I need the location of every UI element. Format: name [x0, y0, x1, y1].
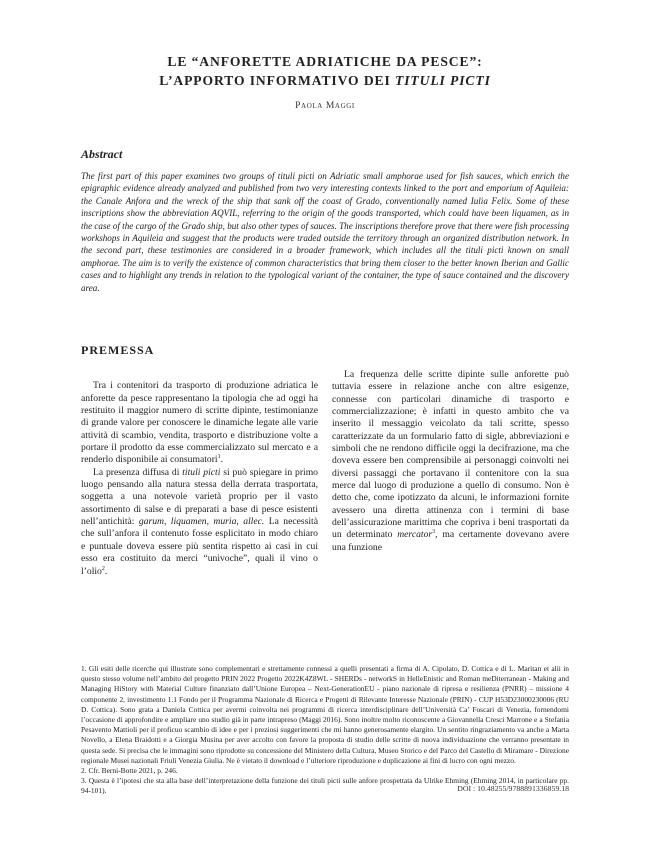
abstract-heading: Abstract: [81, 147, 123, 161]
section-heading: PREMESSA: [81, 343, 155, 357]
footnote-1: 1. Gli esiti delle ricerche qui illustrate sono complementari e strettamente connessi a quelli presentati a firma di A. Cipolato, D. Cottica e di L. Maritan et alii in questo stesso volume nell’ambito del progetto PRIN 2022 Progetto 2022K4Z8WL - SHERDs - networkS in HelleEnistic and Roman meDiterranean - Making and Managing HiStory with Material Culture finanziato dall’Unione Europea – Next-GenerationEU - piano nazionale di ripresa e resilienza (PNRR) – missione 4 componente 2, investimento 1.1 Fondo per il Programma Nazionale di Ricerca e Progetti di Rilevante Interesse Nazionale (PRIN) - CUP H53D23000230006 (RU D. Cottica). Sono grata a Daniela Cottica per avermi coinvolta nei programmi di ricerca interdisciplinare dell’Università Ca’ Foscari di Venezia, fornendomi l’occasione di approfondire e ampliare uno studio già in parte intrapreso (Maggi 2016). Sono inoltre molto riconoscente a Giovannella Cresci Marrone e a Stefania Pesavento Mattioli per il proficuo scambio di idee e per i preziosi suggerimenti che mi hanno generosamente elargito. Un sentito ringraziamento va anche a Marta Novello, a Elena Braidotti e a Giorgia Musina per aver accolto con favore la proposta di studio delle scritte di nuova individuazione che verranno presentate in questa sede. Si precisa che le immagini sono riprodotte su concessione del Ministero della Cultura, Museo Storico e del Parco del Castello di Miramare - Direzione regionale Musei nazionali Friuli Venezia Giulia. Ne è vietato il download e l’ulteriore riproduzione e duplicazione ai fini di lucro con ogni mezzo.: [81, 664, 569, 765]
right-column: [332, 369, 569, 554]
paragraph-2: La presenza diffusa di tituli picti si può spiegare in primo luogo pensando alla natura stessa della derrata trasportata, soggetta a una notevole varietà proprio per il vasto assortimento di salse e di preparati a base di pesce esistenti nell’antichità: garum, liquamen, muria, allec. La necessità che sull’anfora il contenuto fosse esplicitato in modo chiaro e puntuale doveva essere più sentita rispetto ai casi in cui esso era costituito da merci “univoche”, quali il vino o l’olio$^2$.: [81, 466, 318, 577]
left-column: [81, 344, 318, 578]
title-italic: TITULI PICTI: [395, 73, 491, 88]
paragraph-1-text: Tra i contenitori da trasporto di produzione adriatica le anforette da pesce rappresentano la tipologia che ad oggi ha restituito il maggior numero di scritte dipinte, testimonianze di grande valore per conoscere le dinamiche legate alle varie attività di scambio, vendita, trasporto e distribuzione volte a portare il prodotto da esse commercializzato sul mercato e a renderlo disponibile ai consumatori: [81, 380, 318, 466]
paper-title-line-1: LE “ANFORETTE ADRIATICHE DA PESCE”:: [167, 54, 483, 69]
paragraph-3-italic: mercator: [397, 529, 433, 541]
footnote-ref-3[interactable]: 3: [432, 529, 436, 536]
footnote-3: 3. Questa è l’ipotesi che sta alla base dell’interpretazione della funzione dei tituli picti sulle anfore prospettata da Ulrike Ehming (Ehming 2014, in particolare pp. 94-101).: [81, 776, 569, 796]
footnote-ref-1[interactable]: 1: [217, 454, 221, 461]
paper-title-line-2: [0, 71, 650, 90]
footnote-ref-2[interactable]: 2: [101, 565, 105, 572]
paragraph-3-text-b: , ma certamente dovevano avere una funzione: [332, 529, 569, 553]
doi-label[interactable]: DOI : 10.48255/9788891336859.18: [457, 784, 569, 793]
paragraph-2-text-a: La presenza diffusa di: [93, 466, 183, 478]
paragraph-3: [332, 369, 569, 554]
abstract-text: The first part of this paper examines two groups of tituli picti on Adriatic small amphorae used for fish sauces, which enrich the epigraphic evidence already analyzed and published from two very interesting contexts linked to the port and emporium of Aquileia: the Canale Anfora and the wreck of the ship that sank off the coast of Grado, conventionally named Iulia Felix. Some of these inscriptions show the abbreviation AQVIL, referring to the origin of the goods transported, which could have been liquamen, as in the case of the cargo of the Grado ship, but also other types of sauces. The inscriptions therefore prove that there were fish processing workshops in Aquileia and suggest that the products were traded outside the territory through an organized distribution network. In the second part, these testimonies are considered in a broader framework, which includes all the tituli picti known on small amphorae. The aim is to verify the existence of common characteristics that bring them closer to the better known Iberian and Gallic cases and to highlight any trends in relation to the typological variant of the container, the type of sauce contained and the discovery area.: [81, 171, 569, 293]
paragraph-1: Tra i contenitori da trasporto di produzione adriatica le anforette da pesce rappresentano la tipologia che ad oggi ha restituito il maggior numero di scritte dipinte, testimonianze di grande valore per conoscere le dinamiche legate alle varie attività di scambio, vendita, trasporto e distribuzione volte a portare il prodotto da esse commercializzato sul mercato e a renderlo disponibile ai consumatori$^1$.: [81, 380, 318, 466]
paragraph-2-italic-2: garum, liquamen, muria, allec.: [138, 516, 265, 528]
paragraph-2-text-b: si può spiegare in primo luogo pensando alla natura stessa della derrata trasportata, soggetta a una notevole varietà proprio per il vasto assortimento di salse e di preparati a base di pesce esistenti nell’antichità:: [81, 466, 318, 528]
paragraph-2-italic: tituli picti: [182, 466, 221, 478]
paragraph-3-text-a: La frequenza delle scritte dipinte sulle anforette può tuttavia essere in relazione anche con altre esigenze, connesse con particolari dinamiche di trasporto e commercializzazione; è infatti in questo ambito che va inserito il messaggio veicolato da tali scritte, spesso caratterizzate da un formulario fatto di sigle, abbreviazioni e simboli che ne rendono difficile oggi la decifrazione, ma che doveva essere ben comprensibile ai personaggi coinvolti nei diversi passaggi che portavano il contenitore con la sua merce dal luogo di produzione a quello di consumo. Non è detto che, come ipotizzato da alcuni, le informazioni fornite avessero una diretta attinenza con i termini di base dell’assicurazione marittima che copriva i beni trasportati da un determinato: [332, 369, 569, 541]
footnote-2: 2. Cfr. Berni-Botte 2021, p. 246.: [81, 766, 178, 776]
paragraph-2-text-c: La necessità che sull’anfora il contenuto fosse esplicitato in modo chiaro e puntuale doveva essere più sentita rispetto ai casi in cui esso era costituito da merci “univoche”, quali il vino o l’olio: [81, 516, 318, 577]
title-prefix: L’APPORTO INFORMATIVO DEI: [159, 73, 395, 88]
footnotes: [81, 664, 569, 797]
author-name: Paola Maggi: [295, 101, 355, 111]
